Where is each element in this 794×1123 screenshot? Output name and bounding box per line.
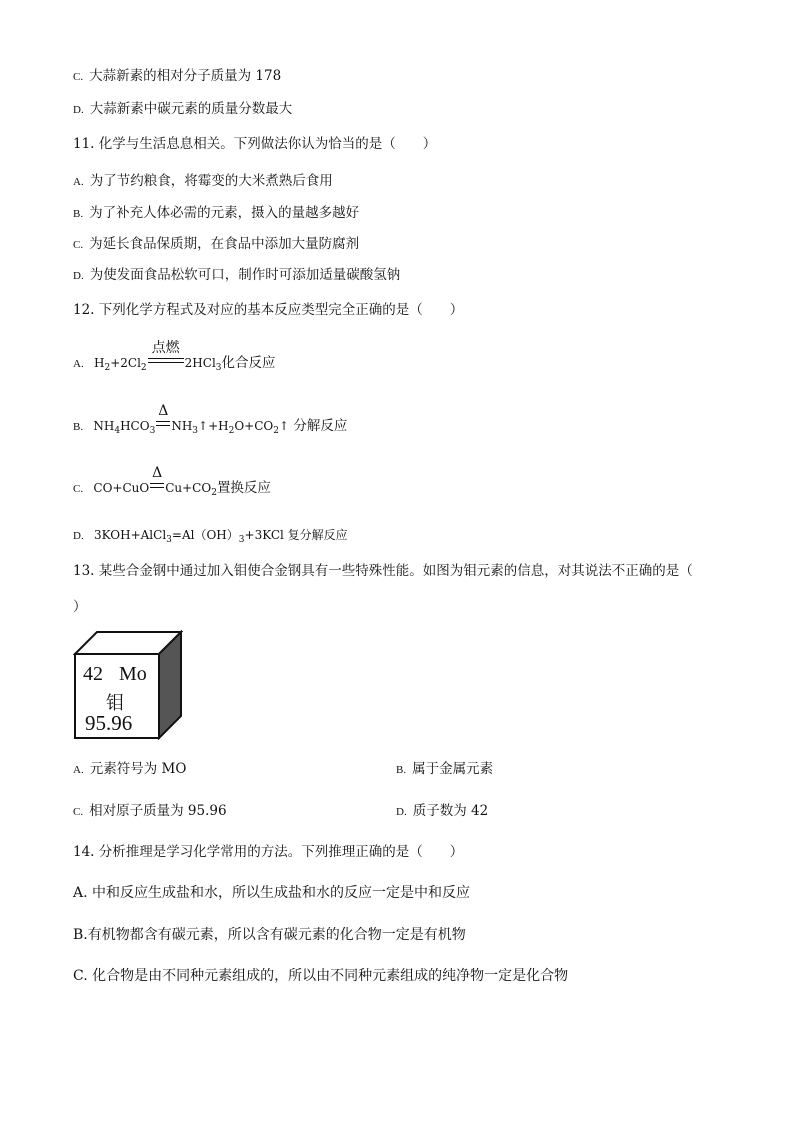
equation: $3KOH+AlCl_3=Al(OH)_3+3KCl$ 复分解反应 xyxy=(94,528,348,545)
q12-option-b xyxy=(73,403,348,436)
option-text: 化合物是由不同种元素组成的，所以由不同种元素组成的纯净物一定是化合物 xyxy=(92,968,569,984)
option-text: 大蒜新素的相对分子质量为 178 xyxy=(89,68,282,84)
q14-stem: 14. 分析推理是学习化学常用的方法。下列推理正确的是（ ） xyxy=(73,844,464,860)
option-label: C. xyxy=(73,483,84,495)
option-label: D. xyxy=(73,104,84,116)
q13-stem-line2: ） xyxy=(73,599,87,615)
q14-option-b xyxy=(73,926,466,944)
q13-option-b xyxy=(396,760,493,779)
q11-stem: 11. 化学与生活息息相关。下列做法你认为恰当的是（ ） xyxy=(73,136,437,152)
equation-lhs: CO+CuO xyxy=(93,481,150,495)
equation-rhs: $NH_3↑+H_2O+CO_2↑$ xyxy=(171,419,290,436)
option-text: 为使发面食品松软可口，制作时可添加适量碳酸氢钠 xyxy=(89,267,401,283)
option-label: A. xyxy=(73,358,84,370)
reaction-type: 置换反应 xyxy=(216,480,271,496)
q14-option-c xyxy=(73,967,568,985)
q13-option-d xyxy=(396,802,488,821)
option-label: A. xyxy=(73,176,84,188)
option-label: B. xyxy=(73,927,88,943)
q11-option-c xyxy=(73,235,359,254)
option-label: B. xyxy=(396,764,407,776)
option-text: 为了节约粮食，将霉变的大米煮熟后食用 xyxy=(89,173,333,189)
option-text: 中和反应生成盐和水，所以生成盐和水的反应一定是中和反应 xyxy=(92,885,471,901)
equation-lhs: $NH_4HCO_3$ xyxy=(93,419,156,436)
reaction-condition: Δ xyxy=(156,417,170,435)
q11-option-d xyxy=(73,266,400,285)
option-text: 元素符号为 MO xyxy=(89,761,187,777)
q12-option-c xyxy=(73,465,271,498)
reaction-condition: Δ xyxy=(150,479,164,497)
element-symbol: Mo xyxy=(119,663,147,685)
equation-lhs: $H_2+2Cl_2$ xyxy=(94,356,147,373)
equation-rhs: $Cu+CO_2$ xyxy=(165,481,217,498)
option-label: C. xyxy=(73,239,84,251)
option-label: C. xyxy=(73,806,84,818)
q11-option-a xyxy=(73,172,333,191)
q12-option-d xyxy=(73,526,348,545)
option-label: D. xyxy=(73,530,84,542)
option-label: A. xyxy=(73,885,88,901)
atomic-mass: 95.96 xyxy=(85,711,133,735)
q12-stem: 12. 下列化学方程式及对应的基本反应类型完全正确的是（ ） xyxy=(73,302,464,318)
q13-stem-line1: 13. 某些合金钢中通过加入钼使合金钢具有一些特殊性能。如图为钼元素的信息，对其说法不正确的是（ xyxy=(73,563,693,579)
option-label: D. xyxy=(73,270,84,282)
equation-rhs: 2HCl$_3$ xyxy=(184,356,222,373)
option-text: 大蒜新素中碳元素的质量分数最大 xyxy=(89,101,293,117)
option-label: C. xyxy=(73,71,84,83)
option-text: 属于金属元素 xyxy=(412,761,494,777)
q13-option-c xyxy=(73,802,227,821)
option-text: 为延长食品保质期，在食品中添加大量防腐剂 xyxy=(89,236,360,252)
q14-option-a xyxy=(73,884,470,902)
option-label: A. xyxy=(73,764,84,776)
atomic-number: 42 xyxy=(83,663,103,685)
q11-option-b xyxy=(73,204,359,223)
option-text: 有机物都含有碳元素，所以含有碳元素的化合物一定是有机物 xyxy=(87,927,466,943)
option-label: B. xyxy=(73,421,84,433)
option-text: 质子数为 42 xyxy=(412,803,489,819)
element-name: 钼 xyxy=(106,693,124,714)
reaction-type: 分解反应 xyxy=(289,418,348,434)
option-label: B. xyxy=(73,208,84,220)
reaction-type: 化合反应 xyxy=(221,355,276,371)
option-label: C. xyxy=(73,968,88,984)
option-text: 相对原子质量为 95.96 xyxy=(89,803,227,819)
option-label: D. xyxy=(396,806,407,818)
q13-option-a xyxy=(73,760,186,779)
option-text: 为了补充人体必需的元素，摄入的量越多越好 xyxy=(89,205,360,221)
q10-option-c xyxy=(73,67,281,86)
q12-option-a xyxy=(73,340,276,373)
element-card-molybdenum xyxy=(73,630,183,740)
q10-option-d xyxy=(73,100,292,119)
reaction-condition: 点燃 xyxy=(148,354,184,372)
